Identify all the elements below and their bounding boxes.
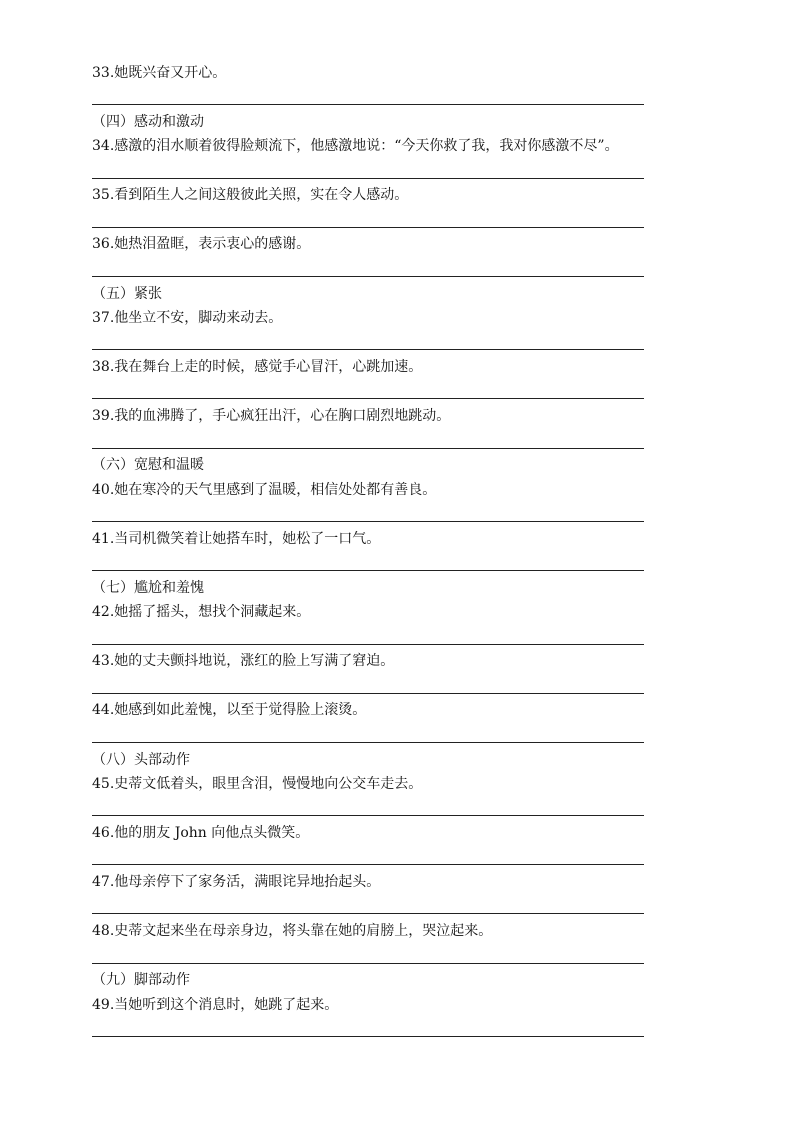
section-heading: （五）紧张 [92,286,162,302]
section-heading: （七）尴尬和羞愧 [92,580,204,596]
answer-line [92,742,644,743]
answer-line [92,570,644,571]
sentence-33: 33.她既兴奋又开心。 [92,65,227,81]
sentence-39: 39.我的血沸腾了，手心疯狂出汗，心在胸口剧烈地跳动。 [92,408,451,424]
answer-line [92,644,644,645]
sentence-34: 34.感激的泪水顺着彼得脸颊流下，他感激地说：“今天你救了我，我对你感激不尽”。 [92,138,619,154]
sentence-47: 47.他母亲停下了家务活，满眼诧异地抬起头。 [92,874,381,890]
section-heading: （八）头部动作 [92,752,190,768]
sentence-37: 37.他坐立不安，脚动来动去。 [92,310,283,326]
answer-line [92,448,644,449]
answer-line [92,398,644,399]
sentence-38: 38.我在舞台上走的时候，感觉手心冒汗，心跳加速。 [92,359,423,375]
sentence-49: 49.当她听到这个消息时，她跳了起来。 [92,997,339,1013]
answer-line [92,963,644,964]
section-heading: （六）宽慰和温暖 [92,457,204,473]
answer-line [92,913,644,914]
answer-line [92,521,644,522]
answer-line [92,815,644,816]
answer-line [92,349,644,350]
section-heading: （九）脚部动作 [92,972,190,988]
sentence-44: 44.她感到如此羞愧，以至于觉得脸上滚烫。 [92,702,367,718]
sentence-48: 48.史蒂文起来坐在母亲身边，将头靠在她的肩膀上，哭泣起来。 [92,923,493,939]
sentence-45: 45.史蒂文低着头，眼里含泪，慢慢地向公交车走去。 [92,776,423,792]
sentence-40: 40.她在寒冷的天气里感到了温暖，相信处处都有善良。 [92,482,437,498]
sentence-36: 36.她热泪盈眶，表示衷心的感谢。 [92,236,311,252]
sentence-46: 46.他的朋友 John 向他点头微笑。 [92,825,310,841]
answer-line [92,178,644,179]
answer-line [92,693,644,694]
sentence-43: 43.她的丈夫颤抖地说，涨红的脸上写满了窘迫。 [92,653,395,669]
answer-line [92,227,644,228]
sentence-42: 42.她摇了摇头，想找个洞藏起来。 [92,604,311,620]
answer-line [92,1036,644,1037]
answer-line [92,276,644,277]
answer-line [92,864,644,865]
section-heading: （四）感动和激动 [92,114,204,130]
answer-line [92,104,644,105]
sentence-41: 41.当司机微笑着让她搭车时，她松了一口气。 [92,531,381,547]
sentence-35: 35.看到陌生人之间这般彼此关照，实在令人感动。 [92,187,409,203]
